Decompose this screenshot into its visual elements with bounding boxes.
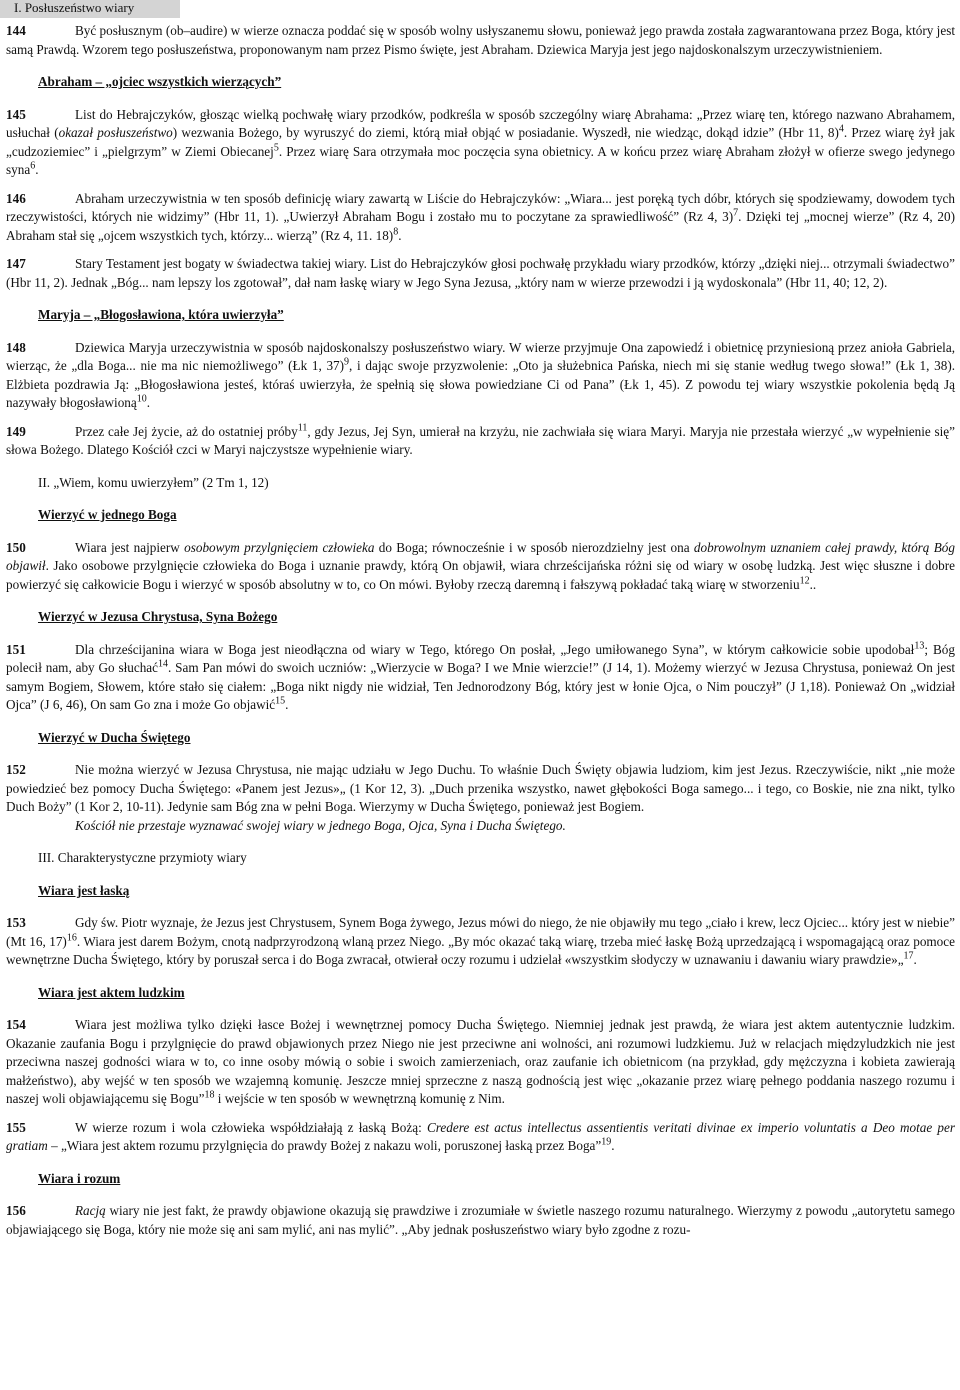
text-run: . xyxy=(611,1138,615,1153)
footnote-ref: 15 xyxy=(275,695,286,707)
text-run: . Dzięki tej „mocnej wierze” (Rz 4, 20) Abraham stał się „ojcem wszystkich tych, którzy... wierzą” (Rz 4, 11. 18) xyxy=(6,209,955,243)
emphasis-text: dobrowolnym uznaniem całej prawdy, którą Bóg objawił xyxy=(6,539,955,573)
paragraph-number: 148 xyxy=(6,339,26,355)
footnote-ref: 4 xyxy=(838,123,844,135)
paragraph-152 xyxy=(6,761,955,835)
section-title-duch: Wierzyć w Ducha Świętego xyxy=(38,729,191,745)
paragraph-149 xyxy=(6,423,955,460)
paragraph-number: 147 xyxy=(6,256,26,271)
text-run: Dziewica Maryja urzeczywistnia w sposób najdoskonalszy posłuszeństwo wiary. W wierze przyjmuje Ona zapowiedź i obietnicę przyniesioną przez anioła Gabriela, wierząc, że „dla Boga... nie ma nic niemożliwego” (Łk 1, 37) xyxy=(6,339,955,373)
paragraph-155 xyxy=(6,1119,955,1156)
text-run: . xyxy=(146,395,151,410)
paragraph-number: 145 xyxy=(6,106,26,122)
text-run: W wierze rozum i wola człowieka współdziałają z łaską Bożą: xyxy=(75,1119,427,1135)
footnote-ref: 14 xyxy=(158,658,169,670)
paragraph-number: 155 xyxy=(6,1119,26,1135)
footnote-ref: 13 xyxy=(914,640,925,652)
paragraph-144 xyxy=(6,22,955,59)
footnote-ref: 8 xyxy=(393,226,399,238)
paragraph-146 xyxy=(6,190,955,246)
paragraph-151 xyxy=(6,641,955,715)
text-run: . Sam Pan mówi do swoich uczniów: „Wierzycie w Boga? I we Mnie wierzcie!” (J 14, 1). Możemy wierzyć w Jezusa Chrystusa, ponieważ On jest samym Bogiem, Słowem, które stało się ciałem: „Boga nikt nigdy nie widział, Ten Jednorodzony Bóg, który jest w łonie Ojca, o Nim pouczył” (J 1,18). Ponieważ On „widział Ojca” (J 6, 46), On sam Go zna i może Go objawić xyxy=(6,660,956,712)
text-run: Dla chrześcijanina wiara w Boga jest nieodłączna od wiary w Tego, którego On posłał, „Jego umiłowanego Syna”, w którym całkowicie sobie upodobał xyxy=(75,641,915,657)
part-title-2: II. „Wiem, komu uwierzyłem” (2 Tm 1, 12) xyxy=(38,474,269,490)
text-run: . xyxy=(35,162,39,177)
text-run: – „Wiara jest aktem rozumu przylgnięcia do prawdy Bożej z nakazu woli, poruszonej łaską przez Boga” xyxy=(47,1138,602,1153)
text-run: . Wiara jest darem Bożym, cnotą nadprzyrodzoną wlaną przez Niego. „By móc okazać taką wiarę, trzeba mieć łaskę Bożą uprzedzającą i wspomagającą oraz pomoce wewnętrzne Ducha Świętego, który by poruszał serca i do Boga zwracał, otwierał oczy rozumu i udzielał «wszystkim słodyczy w uznawaniu i dawaniu wiary prawdzie»„ xyxy=(6,933,955,967)
paragraph-number: 146 xyxy=(6,190,26,206)
paragraph-number: 149 xyxy=(6,423,26,439)
section-title-laska: Wiara jest łaską xyxy=(38,882,130,898)
paragraph-number: 150 xyxy=(6,539,26,555)
paragraph-number: 153 xyxy=(6,915,26,930)
footnote-ref: 5 xyxy=(273,142,279,154)
footnote-ref: 10 xyxy=(136,393,147,405)
section-title-akt: Wiara jest aktem ludzkim xyxy=(38,984,185,1000)
paragraph-number: 151 xyxy=(6,641,26,657)
paragraph-153 xyxy=(6,914,955,970)
section-title-abraham: Abraham – „ojciec wszystkich wierzących” xyxy=(38,74,282,89)
text-run: Nie można wierzyć w Jezusa Chrystusa, nie mając udziału w Jego Duchu. To właśnie Duch Święty objawia ludziom, kim jest Jezus. Rzeczywiście, nikt „nie może powiedzieć bez pomocy Ducha Świętego: «Panem jest Jezus»„ (1 Kor 12, 3). „Duch przenika wszystko, nawet głębokości Boga samego... i tego, co Boskie, nie zna nikt, tylko Duch Boży” (1 Kor 2, 10-11). Jedynie sam Bóg zna w pełni Boga. Wierzymy w Ducha Świętego, ponieważ jest Bogiem. xyxy=(6,762,955,814)
text-run: .. xyxy=(809,576,817,592)
footnote-ref: 16 xyxy=(66,932,77,944)
paragraph-154 xyxy=(6,1016,955,1109)
paragraph-number: 154 xyxy=(6,1017,26,1032)
text-run: . xyxy=(398,227,402,243)
footnote-ref: 18 xyxy=(204,1089,215,1101)
text-run: wiary nie jest fakt, że prawdy objawione okazują się prawdziwe i zrozumiałe w świetle naszego rozumu naturalnego. Wierzymy z powodu „autorytetu samego objawiającego się Boga, który nie może się ani sam mylić, ani nas mylić”. „Aby jednak posłuszeństwo wiary było zgodne z rozu- xyxy=(6,1203,955,1237)
text-run: . xyxy=(913,952,917,967)
text-run: Abraham urzeczywistnia w ten sposób definicję wiary zawartą w Liście do Hebrajczyków: „Wiara... jest poręką tych dóbr, których się spodziewamy, dowodem tych rzeczywistości, których nie widzimy” (Hbr 11, 1). „Uwierzył Abraham Bogu i zostało mu to poczytane za sprawiedliwość” (Rz 4, 3) xyxy=(6,190,955,224)
text-run: , gdy Jezus, Jej Syn, umierał na krzyżu, nie zachwiała się wiara Maryi. Maryja nie przestała wierzyć „w wypełnienie się” słowa Bożego. Dlatego Kościół czci w Maryi najczystsze wypełnienie wiary. xyxy=(6,423,956,457)
text-run: Gdy św. Piotr wyznaje, że Jezus jest Chrystusem, Synem Boga żywego, Jezus mówi do niego, że nie objawiły mu tego „ciało i krew, lecz Ojciec... który jest w niebie” (Mt 16, 17) xyxy=(6,915,955,949)
paragraph-156 xyxy=(6,1202,955,1239)
paragraph-number: 144 xyxy=(6,23,26,38)
footnote-ref: 17 xyxy=(903,950,914,962)
footnote-ref: 9 xyxy=(344,356,350,368)
page-heading: I. Posłuszeństwo wiary xyxy=(0,0,180,18)
document-body xyxy=(6,22,955,1239)
paragraph-number: 156 xyxy=(6,1203,26,1218)
text-run: do Boga; równocześnie i w sposób nierozdzielny jest ona xyxy=(374,539,694,555)
footnote-ref: 12 xyxy=(799,575,810,587)
emphasis-text: osobowym przylgnięciem człowieka xyxy=(184,539,375,555)
paragraph-147 xyxy=(6,255,955,292)
text-run: i wejście w ten sposób w wewnętrzną komunię z Nim. xyxy=(214,1091,505,1106)
text-run: ) wezwania Bożego, by wyruszyć do ziemi, którą miał objąć w posiadanie. Wyszedł, nie wiedząc, dokąd idzie” (Hbr 11, 8) xyxy=(172,125,839,140)
paragraph-text: Stary Testament jest bogaty w świadectwa takiej wiary. List do Hebrajczyków głosi pochwałę przykładu wiary przodków, którzy „dzięki niej... otrzymali świadectwo” (Hbr 11, 2). Jednak „Bóg... nam lepszy los zgotował”, dał nam łaskę wiary w Jego Syna Jezusa, „który nam w wierze przewodzi i ją wydoskonala” (Hbr 11, 40; 12, 2). xyxy=(6,256,955,290)
text-run: Wiara jest najpierw xyxy=(75,539,185,555)
paragraph-145 xyxy=(6,106,955,180)
section-title-rozum: Wiara i rozum xyxy=(38,1170,121,1186)
footnote-ref: 11 xyxy=(297,422,308,434)
emphasis-text: okazał posłuszeństwo xyxy=(58,125,173,140)
text-run: Przez całe Jej życie, aż do ostatniej próby xyxy=(75,423,298,439)
section-title-jezus: Wierzyć w Jezusa Chrystusa, Syna Bożego xyxy=(38,609,278,624)
text-run: . xyxy=(285,697,289,712)
footnote-ref: 6 xyxy=(30,160,36,172)
text-run: Wiara jest możliwa tylko dzięki łasce Bożej i wewnętrznej pomocy Ducha Świętego. Niemniej jednak jest prawdą, że wiara jest aktem autentycznie ludzkim. Okazanie zaufania Bogu i przylgnięcie do prawd objawionych przez Niego nie jest przeciwne ani wolności, ani rozumowi ludzkiemu. Już w relacjach międzyludzkich nie jest przeciwna naszej godności wiara w to, co inne osoby mówią o sobie i swoich zamierzeniach, oraz zaufanie ich obietnicom (na przykład, gdy mężczyzna i kobieta zawierają małżeństwo), aby wejść w ten sposób we wzajemną komunię. Jeszcze mniej sprzeczne z naszą godnością jest więc „okazanie przez wiarę pełnego poddania naszego rozumu i naszej woli objawiającemu się Bogu” xyxy=(6,1017,955,1106)
paragraph-number: 152 xyxy=(6,762,26,777)
text-run: . Przez wiarę żył jak „cudzoziemiec” i „pielgrzym” w Ziemi Obiecanej xyxy=(6,125,956,159)
section-title-boga: Wierzyć w jednego Boga xyxy=(38,507,177,522)
text-run: . Przez wiarę Sara otrzymała moc poczęcia syna obietnicy. A w końcu przez wiarę Abraham złożył w ofierze swego jedynego syna xyxy=(6,143,956,177)
emphasis-text: Credere est actus intellectus assentientis veritati divinae ex imperio voluntatis a Deo motae per gratiam xyxy=(6,1119,955,1153)
paragraph-text: Być posłusznym (ob–audire) w wierze oznacza poddać się w sposób wolny usłyszanemu słowu, ponieważ jego prawda została zagwarantowana przez Boga, który jest samą Prawdą. Wzorem tego posłuszeństwa, proponowanym nam przez Pismo święte, jest Abraham. Dziewica Maryja jest jego najdoskonalszym urzeczywistnieniem. xyxy=(6,23,955,57)
text-run: , i dając swoje przyzwolenie: „Oto ja służebnica Pańska, niech mi się stanie według twego słowa!” (Łk 1, 38). Elżbieta pozdrawia Ją: „Błogosławiona jesteś, któraś uwierzyła, że spełnią się słowa powiedziane Ci od Pana” (Łk 1, 45). Z powodu tej wiary wszystkie pokolenia będą Ją nazywały błogosławioną xyxy=(6,358,956,410)
emphasis-text: Kościół nie przestaje wyznawać swojej wiary w jednego Boga, Ojca, Syna i Ducha Świętego. xyxy=(75,817,566,833)
text-run: . Jako osobowe przylgnięcie człowieka do Boga i uznanie prawdy, którą On objawił, wiara chrześcijańska różni się od wiary w osobę ludzką. Jest więc słuszne i dobre powierzyć się całkowicie Bogu i wierzyć w sposób absolutny w to, co On mówi. Byłoby rzeczą daremną i fałszywą pokładać taką wiarę w stworzeniu xyxy=(6,558,955,592)
text-run: List do Hebrajczyków, głosząc wielką pochwałę wiary przodków, podkreśla w sposób szczególny wiarę Abrahama: „Przez wiarę ten, którego nazwano Abrahamem, usłuchał ( xyxy=(6,106,955,140)
text-run: ; Bóg polecił nam, aby Go słuchać xyxy=(6,641,955,675)
section-title-maryja: Maryja – „Błogosławiona, która uwierzyła” xyxy=(38,307,284,322)
footnote-ref: 7 xyxy=(733,207,739,219)
paragraph-148 xyxy=(6,339,955,413)
paragraph-150 xyxy=(6,539,955,595)
footnote-ref: 19 xyxy=(601,1136,612,1148)
part-title-3: III. Charakterystyczne przymioty wiary xyxy=(38,850,247,865)
emphasis-text: Racją xyxy=(75,1203,106,1218)
